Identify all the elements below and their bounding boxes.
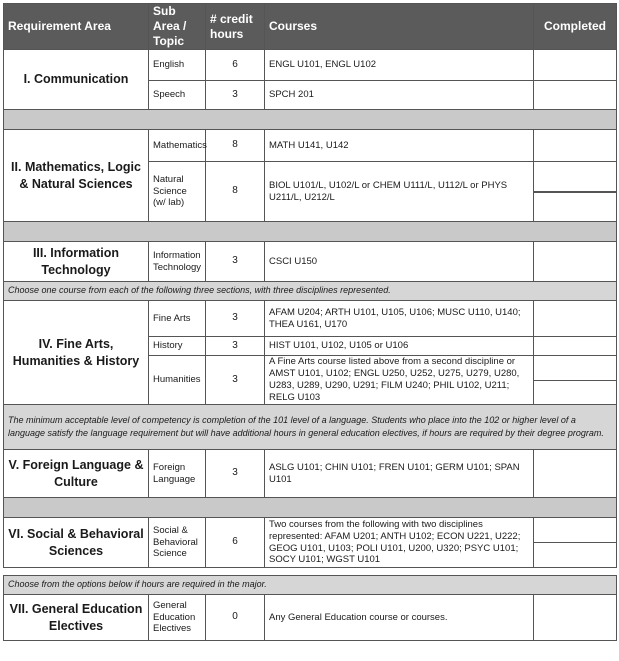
- electives-table: [3, 575, 617, 641]
- header-area: Requirement Area: [4, 4, 149, 50]
- completed-cell[interactable]: [534, 337, 617, 356]
- elect-hours: 0: [206, 595, 265, 641]
- header-sub: Sub Area / Topic: [149, 4, 206, 50]
- arts-courses-history: HIST U101, U102, U105 or U106: [265, 337, 534, 356]
- header-hours: # credit hours: [206, 4, 265, 50]
- info-area: III. Information Technology: [4, 242, 149, 282]
- arts-note: Choose one course from each of the following three sections, with three disciplines represented.: [4, 282, 617, 301]
- social-hours: 6: [206, 518, 265, 568]
- math-courses-mathematics: MATH U141, U142: [265, 130, 534, 162]
- math-hours-mathematics: 8: [206, 130, 265, 162]
- arts-hours-fine-arts: 3: [206, 301, 265, 337]
- separator-band: [4, 110, 617, 130]
- completed-cell[interactable]: [534, 162, 617, 222]
- math-sub-natural-science: Natural Science (w/ lab): [149, 162, 206, 222]
- elect-row: [4, 595, 617, 641]
- social-area: VI. Social & Behavioral Sciences: [4, 518, 149, 568]
- social-courses: Two courses from the following with two disciplines represented: AFAM U201; ANTH U102; ECON U221, U222; GEOG U101, U103; POLI U101, U200, U320; PSYC U101; SOCY U101; WGST U101: [265, 518, 534, 568]
- comm-courses-english: ENGL U101, ENGL U102: [265, 50, 534, 81]
- comm-courses-speech: SPCH 201: [265, 81, 534, 110]
- arts-courses-humanities: A Fine Arts course listed above from a second discipline or AMST U101, U102; ENGL U250, U252, U275, U279, U280, U283, U289, U290, U291; FILM U240; PHIL U102, U211; RELG U103: [265, 356, 534, 405]
- separator-band: [4, 222, 617, 242]
- info-hours: 3: [206, 242, 265, 282]
- info-sub: Information Technology: [149, 242, 206, 282]
- completed-cell[interactable]: [534, 518, 617, 568]
- lang-row: [4, 450, 617, 498]
- completed-cell[interactable]: [534, 130, 617, 162]
- requirements-table: [3, 3, 617, 568]
- lang-area: V. Foreign Language & Culture: [4, 450, 149, 498]
- header-courses: Courses: [265, 4, 534, 50]
- social-row: [4, 518, 617, 568]
- math-hours-natural-science: 8: [206, 162, 265, 222]
- info-row: [4, 242, 617, 282]
- completed-cell[interactable]: [534, 50, 617, 81]
- separator-band: [4, 498, 617, 518]
- requirements-sheet: [3, 3, 616, 641]
- comm-sub-speech: Speech: [149, 81, 206, 110]
- completed-cell[interactable]: [534, 301, 617, 337]
- math-sub-mathematics: Mathematics: [149, 130, 206, 162]
- arts-area: IV. Fine Arts, Humanities & History: [4, 301, 149, 405]
- arts-sub-fine-arts: Fine Arts: [149, 301, 206, 337]
- comm-row-english: [4, 50, 617, 81]
- math-area: II. Mathematics, Logic & Natural Sciences: [4, 130, 149, 222]
- elect-courses: Any General Education course or courses.: [265, 595, 534, 641]
- math-courses-natural-science: BIOL U101/L, U102/L or CHEM U111/L, U112/L or PHYS U211/L, U212/L: [265, 162, 534, 222]
- arts-hours-humanities: 3: [206, 356, 265, 405]
- header-completed: Completed: [534, 4, 617, 50]
- arts-hours-history: 3: [206, 337, 265, 356]
- lang-note-row: [4, 405, 617, 450]
- arts-sub-humanities: Humanities: [149, 356, 206, 405]
- comm-hours-english: 6: [206, 50, 265, 81]
- lang-note: The minimum acceptable level of competency is completion of the 101 level of a language. Students who place into the 102 or higher level of a language satisfy the language requirement but will have additional hours in general education electives, if hours are required by their degree program.: [4, 405, 617, 450]
- comm-area: I. Communication: [4, 50, 149, 110]
- elect-area: VII. General Education Electives: [4, 595, 149, 641]
- elect-note-row: [4, 576, 617, 595]
- completed-cell[interactable]: [534, 595, 617, 641]
- completed-cell[interactable]: [534, 242, 617, 282]
- elect-sub: General Education Electives: [149, 595, 206, 641]
- completed-cell[interactable]: [534, 356, 617, 405]
- elect-note: Choose from the options below if hours are required in the major.: [4, 576, 617, 595]
- info-courses: CSCI U150: [265, 242, 534, 282]
- lang-courses: ASLG U101; CHIN U101; FREN U101; GERM U101; SPAN U101: [265, 450, 534, 498]
- lang-hours: 3: [206, 450, 265, 498]
- arts-courses-fine-arts: AFAM U204; ARTH U101, U105, U106; MUSC U110, U140; THEA U161, U170: [265, 301, 534, 337]
- completed-cell[interactable]: [534, 81, 617, 110]
- header-row: [4, 4, 617, 50]
- comm-sub-english: English: [149, 50, 206, 81]
- math-row-mathematics: [4, 130, 617, 162]
- completed-cell[interactable]: [534, 450, 617, 498]
- social-sub: Social & Behavioral Science: [149, 518, 206, 568]
- lang-sub: Foreign Language: [149, 450, 206, 498]
- comm-hours-speech: 3: [206, 81, 265, 110]
- arts-sub-history: History: [149, 337, 206, 356]
- arts-note-row: [4, 282, 617, 301]
- arts-row-fine-arts: [4, 301, 617, 337]
